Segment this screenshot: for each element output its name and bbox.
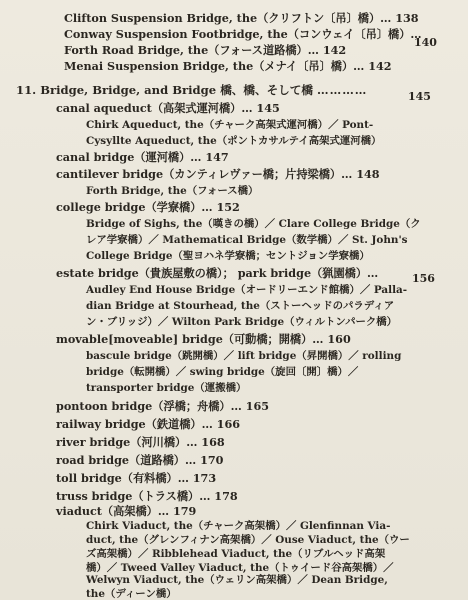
chapter-title: Bridge, Bridge, and Bridge: [40, 83, 217, 97]
subentry-movable-1: bascule bridge（跳開橋）／ lift bridge（昇開橋）／ rolling: [86, 350, 402, 362]
subentry-viaduct-5: Welwyn Viaduct, the（ウェリン高架橋）／ Dean Bridge,: [86, 574, 388, 586]
subentry-chirk-aqueduct-1: Chirk Aqueduct, the（チャーク高架式運河橋）／ Pont-: [86, 119, 374, 131]
subentry-estate-1: Audley End House Bridge（オードリーエンド館橋）／ Palla-: [86, 284, 408, 296]
chapter-page: 145: [408, 90, 431, 103]
chapter-title-jp: 橋、橋、そして橋: [220, 83, 313, 97]
entry-conway-page: 140: [414, 36, 437, 49]
subentry-college-2: レア学寮橋）／ Mathematical Bridge（数学橋）／ St. John's: [86, 234, 408, 246]
entry-clifton: Clifton Suspension Bridge, the（クリフトン〔吊〕橋）… 138: [64, 11, 419, 25]
chapter-leader: …………: [317, 83, 368, 97]
subentry-viaduct-2: duct, the（グレンフィナン高架橋）／ Ouse Viaduct, the（ウー: [86, 534, 410, 546]
subentry-movable-2: bridge（転開橋）／ swing bridge（旋回〔開〕橋）／: [86, 366, 359, 378]
entry-railway-bridge: railway bridge（鉄道橋）… 166: [56, 417, 241, 431]
subentry-chirk-aqueduct-2: Cysyllte Aqueduct, the（ポントカサルテイ高架式運河橋）: [86, 135, 382, 147]
entry-college-bridge: college bridge（学寮橋）… 152: [56, 200, 240, 214]
chapter-heading: [16, 82, 367, 98]
entry-canal-aqueduct: canal aqueduct（高架式運河橋）… 145: [56, 101, 280, 115]
subentry-estate-3: ン・ブリッジ）／ Wilton Park Bridge（ウィルトンパーク橋）: [86, 316, 398, 328]
entry-cantilever-bridge: cantilever bridge（カンティレヴァー橋；片持梁橋）… 148: [56, 167, 380, 181]
entry-truss-bridge: truss bridge（トラス橋）… 178: [56, 489, 238, 503]
subentry-viaduct-6: the（ディーン橋）: [86, 588, 177, 600]
subentry-movable-3: transporter bridge（運搬橋）: [86, 382, 247, 394]
entry-viaduct: viaduct（高架橋）… 179: [56, 504, 197, 518]
subentry-viaduct-1: Chirk Viaduct, the（チャーク高架橋）／ Glenfinnan Via-: [86, 520, 391, 532]
subentry-college-1: Bridge of Sighs, the（嘆きの橋）／ Clare College Bridge（ク: [86, 218, 421, 230]
entry-river-bridge: river bridge（河川橋）… 168: [56, 435, 225, 449]
entry-movable-bridge: movable[moveable] bridge（可動橋；開橋）… 160: [56, 332, 351, 346]
entry-estate-bridge: estate bridge（貴族屋敷の橋）； park bridge（猟園橋）…: [56, 266, 379, 280]
chapter-number: 11.: [16, 83, 37, 97]
subentry-viaduct-3: ズ高架橋）／ Ribblehead Viaduct, the（リブルヘッド高架: [86, 548, 386, 560]
entry-pontoon-bridge: pontoon bridge（浮橋；舟橋）… 165: [56, 399, 270, 413]
subentry-viaduct-4: 橋）／ Tweed Valley Viaduct, the（トゥイード谷高架橋）／: [86, 562, 394, 574]
entry-canal-bridge: canal bridge（運河橋）… 147: [56, 150, 229, 164]
subentry-forth-bridge: Forth Bridge, the（フォース橋）: [86, 185, 259, 197]
subentry-college-3: College Bridge（聖ヨハネ学寮橋；セントジョン学寮橋）: [86, 250, 370, 262]
entry-toll-bridge: toll bridge（有料橋）… 173: [56, 471, 217, 485]
entry-road-bridge: road bridge（道路橋）… 170: [56, 453, 224, 467]
entry-conway: Conway Suspension Footbridge, the（コンウェイ〔吊〕橋）…: [64, 27, 422, 41]
entry-forth-road: Forth Road Bridge, the（フォース道路橋）… 142: [64, 43, 347, 57]
entry-estate-page: 156: [412, 272, 435, 285]
entry-menai: Menai Suspension Bridge, the（メナイ〔吊〕橋）… 142: [64, 59, 392, 73]
subentry-estate-2: dian Bridge at Stourhead, the（ストーヘッドのパラディア: [86, 300, 395, 312]
